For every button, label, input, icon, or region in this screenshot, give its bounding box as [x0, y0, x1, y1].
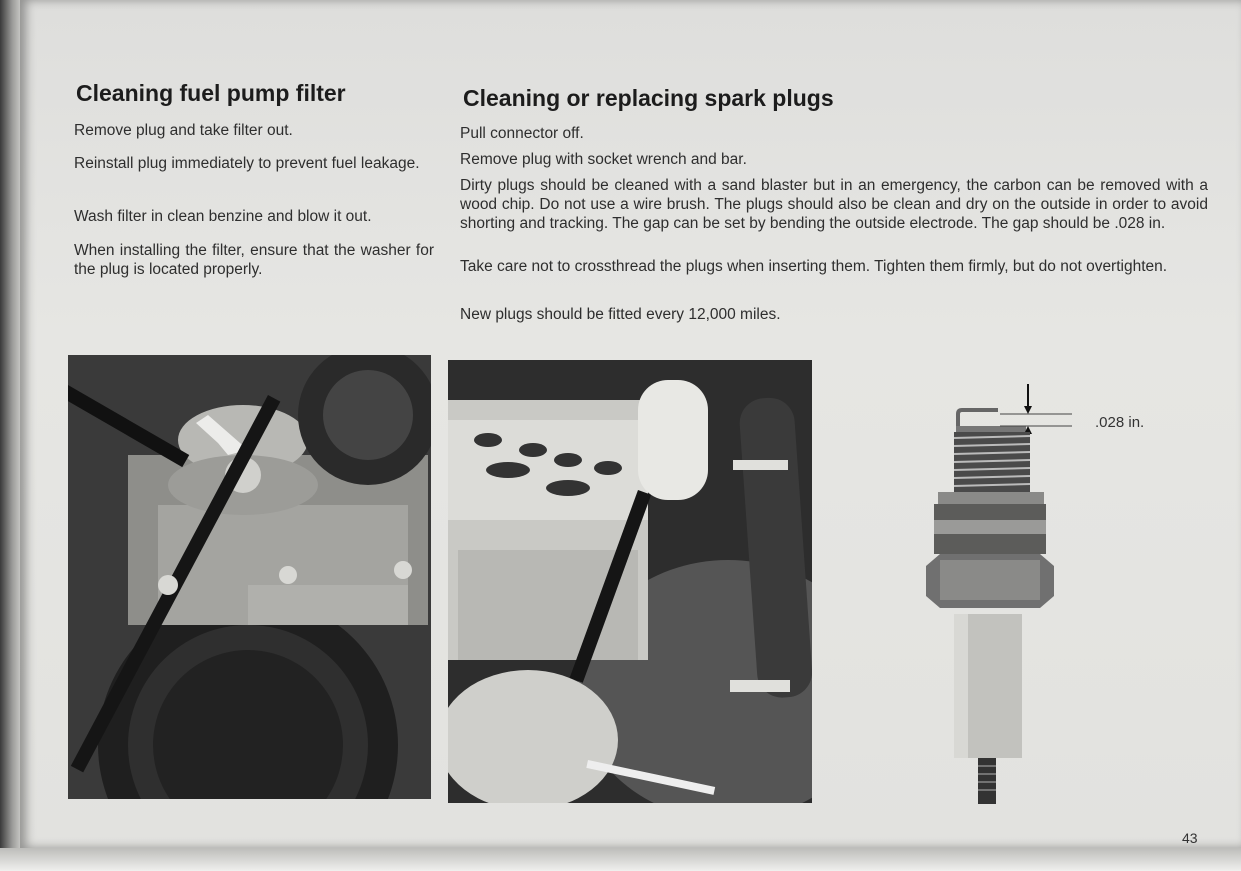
paragraph: Pull connector off.: [460, 125, 584, 142]
paragraph: Reinstall plug immediately to prevent fuel leakage.: [74, 155, 420, 172]
battery-photo: [448, 360, 812, 803]
book-binding: [0, 0, 22, 871]
paragraph: Remove plug with socket wrench and bar.: [460, 151, 747, 168]
page-number: 43: [1182, 830, 1198, 846]
paragraph: Remove plug and take filter out.: [74, 122, 293, 139]
paragraph: New plugs should be fitted every 12,000 miles.: [460, 306, 781, 323]
paragraph: Dirty plugs should be cleaned with a sand blaster but in an emergency, the carbon can be removed with a wood chip. Do not use a wire brush. The plugs should also be clean and dry on the outside in order to avoid shorting and tracking. The gap can be set by bending the outside electrode. The gap should be .028 in.: [460, 177, 1208, 232]
heading-fuel-pump-filter: Cleaning fuel pump filter: [76, 80, 346, 106]
heading-spark-plugs: Cleaning or replacing spark plugs: [463, 85, 834, 111]
paragraph: When installing the filter, ensure that the washer for the plug is located properly.: [74, 242, 434, 278]
paragraph: Wash filter in clean benzine and blow it out.: [74, 208, 372, 225]
paragraph: Take care not to crossthread the plugs when inserting them. Tighten them firmly, but do not overtighten.: [460, 258, 1168, 275]
spark-plug-diagram: [900, 370, 1200, 810]
page-edge: [0, 848, 1241, 871]
gap-dimension-label: .028 in.: [1095, 414, 1145, 431]
fuel-pump-photo: [68, 355, 431, 799]
